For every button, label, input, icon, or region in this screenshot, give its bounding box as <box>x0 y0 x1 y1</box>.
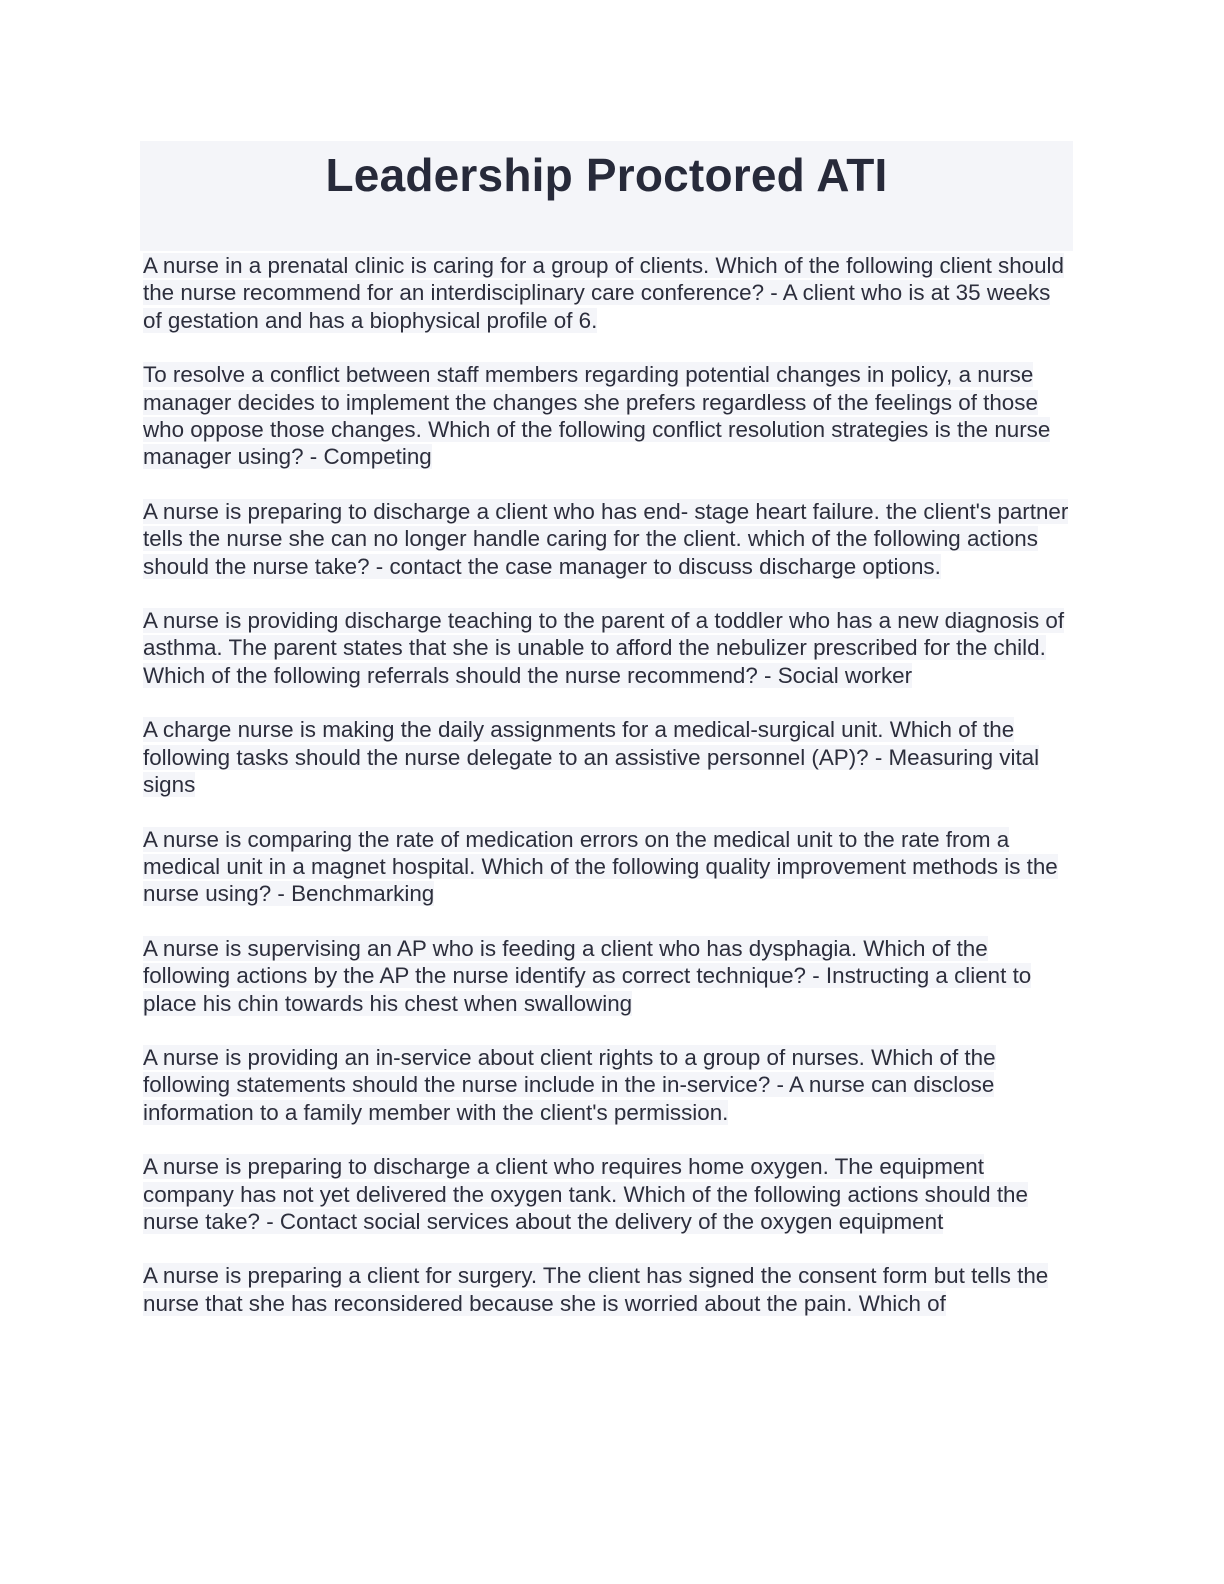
page-title: Leadership Proctored ATI <box>325 149 888 201</box>
question-text: A charge nurse is making the daily assignments for a medical-surgical unit. Which of the following tasks should the nurse delegate to an assistive personnel (AP)? - Measuring vital signs <box>143 717 1040 798</box>
question-text: A nurse is preparing to discharge a client who requires home oxygen. The equipment company has not yet delivered the oxygen tank. Which of the following actions should the nurse take? - Contact social services about the delivery of the oxygen equipment <box>143 1154 1028 1234</box>
document-page <box>140 141 1073 1344</box>
question-item <box>143 361 1073 471</box>
question-text: A nurse is preparing to discharge a client who has end- stage heart failure. the client's partner tells the nurse she can no longer handle caring for the client. which of the following actions should the nurse take? - contact the case manager to discuss discharge options. <box>143 498 1069 579</box>
question-item <box>143 1044 1073 1126</box>
question-text: A nurse is providing discharge teaching to the parent of a toddler who has a new diagnosis of asthma. The parent states that she is unable to afford the nebulizer prescribed for the child. Which of the following referrals should the nurse recommend? - Social worker <box>143 608 1065 688</box>
question-list <box>140 252 1073 1317</box>
question-item <box>143 935 1073 1017</box>
question-text: A nurse is providing an in-service about client rights to a group of nurses. Which of the following statements should the nurse include in the in-service? - A nurse can disclose information to a family member with the client's permission. <box>143 1044 996 1125</box>
question-text: A nurse is comparing the rate of medication errors on the medical unit to the rate from a medical unit in a magnet hospital. Which of the following quality improvement methods is the nurse using? - Benchmarking <box>143 826 1058 907</box>
question-item <box>143 252 1073 334</box>
question-item <box>143 716 1073 798</box>
question-item <box>143 826 1073 908</box>
question-item <box>143 607 1073 689</box>
title-banner <box>140 141 1073 251</box>
question-item <box>143 498 1073 580</box>
question-text: A nurse in a prenatal clinic is caring for a group of clients. Which of the following client should the nurse recommend for an interdisciplinary care conference? - A client who is at 35 weeks of gestation and has a biophysical profile of 6. <box>143 253 1064 333</box>
question-text: A nurse is supervising an AP who is feeding a client who has dysphagia. Which of the following actions by the AP the nurse identify as correct technique? - Instructing a client to place his chin towards his chest when swallowing <box>143 935 1032 1016</box>
question-item <box>143 1262 1073 1317</box>
question-text: A nurse is preparing a client for surgery. The client has signed the consent form but tells the nurse that she has reconsidered because she is worried about the pain. Which of <box>143 1263 1049 1316</box>
question-text: To resolve a conflict between staff members regarding potential changes in policy, a nurse manager decides to implement the changes she prefers regardless of the feelings of those who oppose those changes. Which of the following conflict resolution strategies is the nurse manager using? - Competing <box>143 362 1051 470</box>
question-item <box>143 1153 1073 1235</box>
